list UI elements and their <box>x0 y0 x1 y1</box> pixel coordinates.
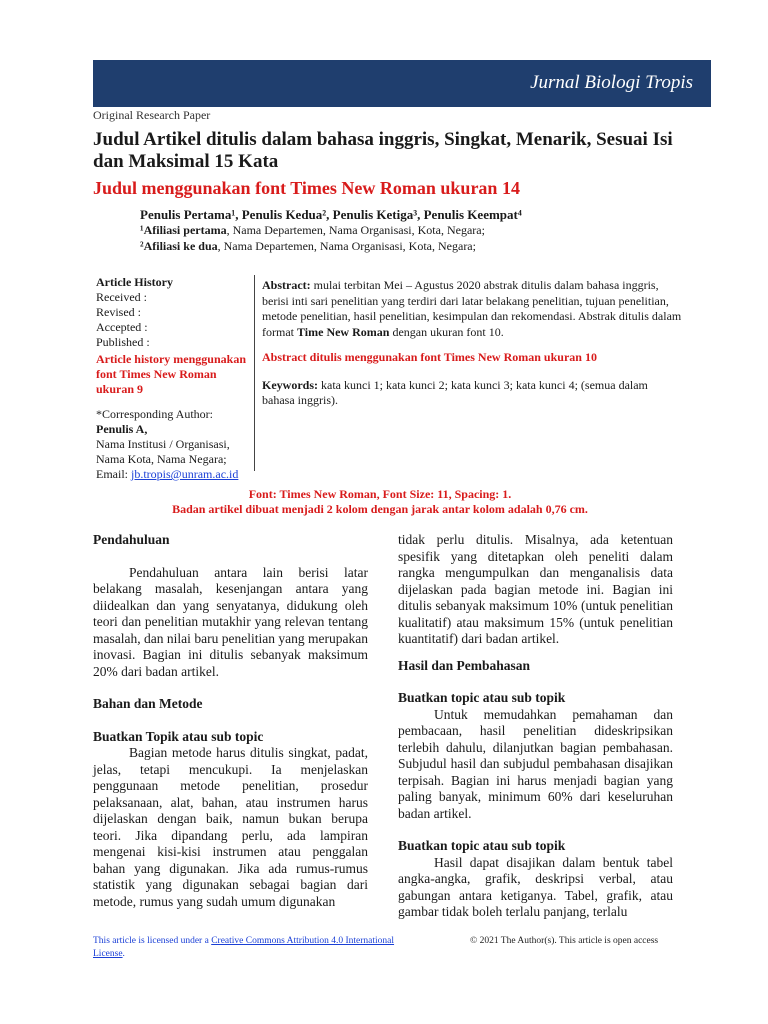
history-heading: Article History <box>96 275 173 289</box>
license-link[interactable]: Creative Commons Attribution 4.0 International License <box>93 936 395 959</box>
font-note-line-2: Badan artikel dibuat menjadi 2 kolom dengan jarak antar kolom adalah 0,76 cm. <box>172 502 588 516</box>
section-heading-hasil: Hasil dan Pembahasan <box>398 657 531 673</box>
corresponding-name: Penulis A, <box>96 422 148 436</box>
paper-type: Original Research Paper <box>93 108 211 122</box>
history-accepted: Accepted : <box>96 320 148 334</box>
corresponding-institution: Nama Institusi / Organisasi, <box>96 437 230 451</box>
history-font-note: Article history menggunakan font Times New Roman ukuran 9 <box>96 352 246 396</box>
affiliation-1-text: , Nama Departemen, Nama Organisasi, Kota, Negara; <box>226 223 485 237</box>
affiliation-2-text: , Nama Departemen, Nama Organisasi, Kota, Negara; <box>217 239 476 253</box>
body-column-left <box>93 532 368 910</box>
paragraph-hasil-1: Untuk memudahkan pemahaman dan pembacaan, hasil penelitian dideskripsikan terlebih dahulu, dilanjutkan bagian pembahasan. Subjudul hasil dan subjudul pembahasan disajikan terpisah. Bagian ini harus menjadi bagian yang paling banyak, minimum 60% dari keseluruhan badan artikel. <box>398 706 673 821</box>
copyright-footer: © 2021 The Author(s). This article is open access <box>470 936 659 946</box>
affiliation-2-label: ²Afiliasi ke dua <box>140 239 218 253</box>
license-prefix: This article is licensed under a <box>93 936 212 946</box>
keywords <box>262 378 682 409</box>
article-history-box <box>96 275 255 481</box>
title-font-note: Judul menggunakan font Times New Roman ukuran 14 <box>93 178 520 198</box>
body-font-note <box>120 487 640 517</box>
paragraph-bahan: Bagian metode harus ditulis singkat, padat, jelas, tetapi mencukupi. Ia menjelaskan penggunaan metode penelitian, prosedur pelaksanaan, alat, bahan, atau instrumen harus dijelaskan dengan baik, namun bukan berupa teori. Jika dipandang perlu, ada lampiran mengenai kisi-kisi instrumen atau penggalan bahan yang digunakan. Jika ada rumus-rumus statistik yang digunakan sebagai bagian dari metode, rumus yang sudah umum digunakan <box>93 745 368 909</box>
section-heading-pendahuluan: Pendahuluan <box>93 532 170 547</box>
paragraph-pendahuluan: Pendahuluan antara lain berisi latar belakang masalah, kesenjangan antara yang diidealkan dan yang senyatanya, didukung oleh teori dan penelitian mutakhir yang relevan tentang masalah, dan nilai baru penelitian yang merupakan inovasi. Bagian ini ditulis sebanyak maksimum 20% dari badan artikel. <box>93 564 368 679</box>
subheading-hasil-1: Buatkan topic atau sub topik <box>398 690 566 705</box>
paragraph-metode-cont: tidak perlu ditulis. Misalnya, ada ketentuan spesifik yang ditetapkan oleh peneliti dalam rangka mengumpulkan dan menganalisis data dijelaskan pada bagian metode ini. Bagian ini ditulis sebanyak maksimum 10% (untuk penelitian kualitatif) atau maksimum 15% (untuk penelitian kuantitatif) dari badan artikel. <box>398 532 673 646</box>
abstract-text-b: dengan ukuran font 10. <box>389 324 504 339</box>
abstract-text-a: mulai terbitan Mei – Agustus 2020 abstrak ditulis dalam bahasa inggris, berisi inti sari penelitian yang terdiri dari latar belakang penelitian, tujuan penelitian, metode penelitian, hasil penelitian, kesimpulan dan rekomendasi. Abstrak ditulis dalam format <box>262 278 682 339</box>
license-suffix: . <box>122 949 125 959</box>
abstract-font-note: Abstract ditulis menggunakan font Times New Roman ukuran 10 <box>262 350 597 364</box>
email-link[interactable]: jb.tropis@unram.ac.id <box>131 467 239 481</box>
abstract-format: Time New Roman <box>297 324 390 339</box>
subheading-hasil-2: Buatkan topic atau sub topik <box>398 838 566 853</box>
journal-name: Jurnal Biologi Tropis <box>530 72 693 93</box>
journal-header-band <box>93 60 711 107</box>
affiliation-2 <box>140 239 476 254</box>
author-list: Penulis Pertama¹, Penulis Kedua², Penulis Ketiga³, Penulis Keempat⁴ <box>140 207 522 222</box>
email-label: Email: <box>96 467 131 481</box>
abstract-body <box>262 278 682 340</box>
license-footer <box>93 935 413 961</box>
keywords-label: Keywords: <box>262 377 318 392</box>
keywords-text: kata kunci 1; kata kunci 2; kata kunci 3; kata kunci 4; (semua dalam bahasa inggris). <box>262 377 648 407</box>
affiliation-1 <box>140 223 485 238</box>
history-revised: Revised : <box>96 305 141 319</box>
subheading-bahan: Buatkan Topik atau sub topic <box>93 728 264 744</box>
body-column-right <box>398 532 673 921</box>
affiliation-1-label: ¹Afiliasi pertama <box>140 223 227 237</box>
corresponding-city: Nama Kota, Nama Negara; <box>96 452 227 466</box>
abstract-section <box>262 278 682 409</box>
history-published: Published : <box>96 335 150 349</box>
font-note-line-1: Font: Times New Roman, Font Size: 11, Spacing: 1. <box>248 487 512 501</box>
corresponding-label: *Corresponding Author: <box>96 407 213 421</box>
paragraph-hasil-2: Hasil dapat disajikan dalam bentuk tabel angka-angka, grafik, deskripsi verbal, atau gabungan antara ketiganya. Tabel, grafik, atau gambar tidak boleh terlalu panjang, terlalu <box>398 854 673 919</box>
article-title: Judul Artikel ditulis dalam bahasa inggris, Singkat, Menarik, Sesuai Isi dan Maksimal 15 Kata <box>93 129 673 172</box>
history-received: Received : <box>96 290 147 304</box>
abstract-label: Abstract: <box>262 278 311 292</box>
corresponding-email <box>96 467 254 482</box>
section-heading-bahan: Bahan dan Metode <box>93 696 203 711</box>
